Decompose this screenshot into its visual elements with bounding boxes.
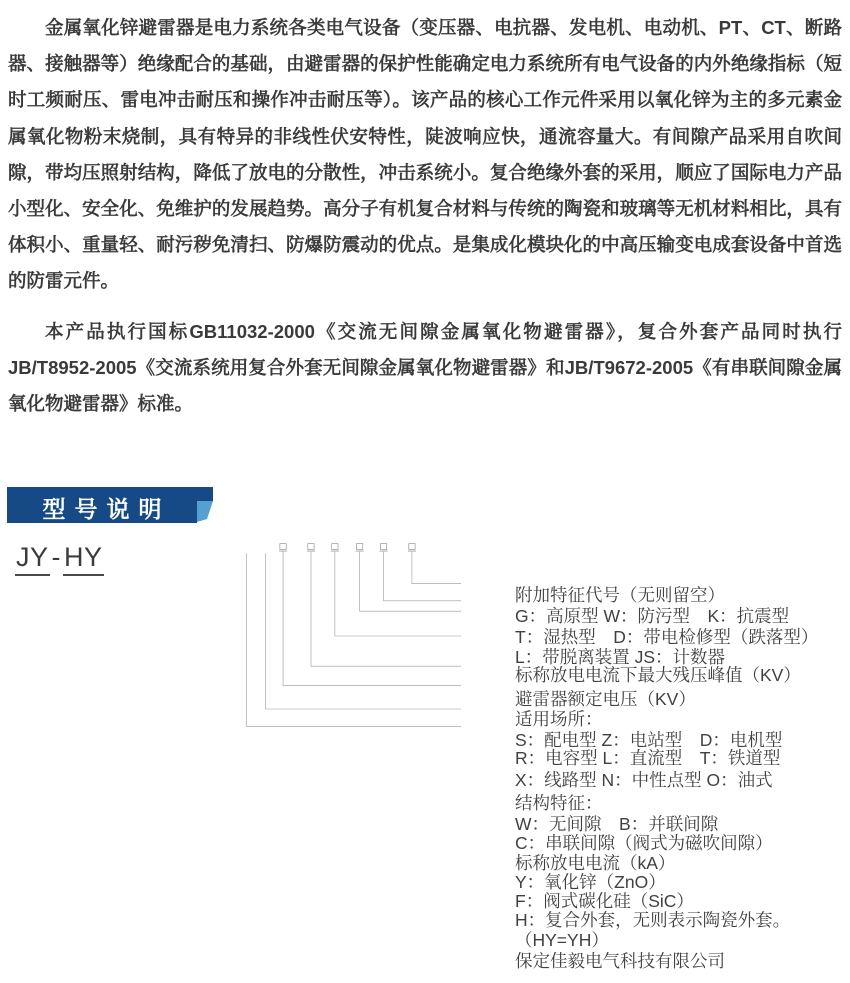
label-application-r-l-t: R：电容型 L：直流型 T：铁道型: [515, 748, 781, 768]
code-separator: -: [51, 542, 62, 572]
label-application-x-n-o: X：线路型 N：中性点型 O：油式: [515, 770, 773, 790]
banner-bar-tip: [197, 487, 213, 501]
connector-box2-structure: [311, 552, 461, 666]
label-application-s-z-d: S：配电型 Z：电站型 D：电机型: [515, 730, 783, 750]
label-nominal-discharge-current: 标称放电电流（kA）: [515, 853, 676, 873]
label-company-name: 保定佳毅电气科技有限公司: [515, 951, 725, 971]
label-structure-w-b: W：无间隙 B：并联间隙: [515, 814, 719, 834]
connector-jy-company: [247, 553, 462, 727]
model-digit-box-5: [380, 544, 386, 550]
section-title: 型号说明: [42, 496, 171, 522]
connector-box6-additional-feature: [412, 552, 461, 584]
connector-box5-residual-voltage: [384, 552, 462, 601]
model-digit-box-2: [308, 544, 314, 550]
connector-box3-application: [335, 552, 461, 636]
label-feature-l-js: L：带脱离装置 JS：计数器: [515, 647, 726, 667]
label-material-y-zno: Y：氧化锌（ZnO）: [515, 872, 666, 892]
connector-lines: [247, 552, 462, 727]
model-digit-box-6: [409, 544, 415, 550]
label-additional-feature-code: 附加特征代号（无则留空）: [515, 585, 725, 605]
label-rated-voltage: 避雷器额定电压（KV）: [515, 689, 696, 709]
label-structure-heading: 结构特征：: [515, 793, 603, 813]
connector-box4-rated-voltage: [360, 552, 461, 611]
material-code: HY: [63, 542, 104, 576]
label-max-residual-voltage: 标称放电电流下最大残压峰值（KV）: [515, 665, 801, 685]
label-application-heading: 适用场所：: [515, 709, 603, 729]
label-feature-g-w-k: G：高原型 W：防污型 K：抗震型: [515, 606, 790, 626]
intro-section: [8, 10, 842, 422]
label-material-f-sic: F：阀式碳化硅（SiC）: [515, 891, 694, 911]
banner-fold-triangle: [197, 501, 213, 522]
label-feature-t-d: T：湿热型 D：带电检修型（跌落型）: [515, 627, 819, 647]
intro-paragraph-1: 金属氧化锌避雷器是电力系统各类电气设备（变压器、电抗器、发电机、电动机、PT、CT、断路器、接触器等）绝缘配合的基础，由避雷器的保护性能确定电力系统所有电气设备的内外绝缘指标（短时工频耐压、雷电冲击耐压和操作冲击耐压等）。该产品的核心工作元件采用以氧化锌为主的多元素金属氧化物粉末烧制，具有特异的非线性伏安特性，陡波响应快，通流容量大。有间隙产品采用自吹间隙，带均压照射结构，降低了放电的分散性，冲击系统小。复合绝缘外套的采用，顺应了国际电力产品小型化、安全化、免维护的发展趋势。高分子有机复合材料与传统的陶瓷和玻璃等无机材料相比，具有体积小、重量轻、耐污秽免清扫、防爆防震动的优点。是集成化模块化的中高压输变电成套设备中首选的防雷元件。: [8, 17, 842, 292]
label-hy-equals-yh: （HY=YH）: [515, 930, 609, 950]
model-digit-box-1: [280, 544, 286, 550]
model-digit-box-4: [356, 544, 362, 550]
company-code: JY: [15, 542, 50, 576]
intro-paragraph-2: 本产品执行国标GB11032-2000《交流无间隙金属氧化物避雷器》，复合外套产品同时执行JB/T8952-2005《交流系统用复合外套无间隙金属氧化物避雷器》和JB/T9672-2005《有串联间隙金属氧化物避雷器》标准。: [8, 320, 842, 415]
model-digit-box-3: [332, 544, 338, 550]
label-housing-h: H：复合外套，无则表示陶瓷外套。: [515, 910, 791, 930]
connector-box1-discharge-current: [283, 552, 461, 686]
label-structure-c: C：串联间隙（阀式为磁吹间隙）: [515, 833, 773, 853]
model-digit-boxes: [280, 544, 415, 550]
